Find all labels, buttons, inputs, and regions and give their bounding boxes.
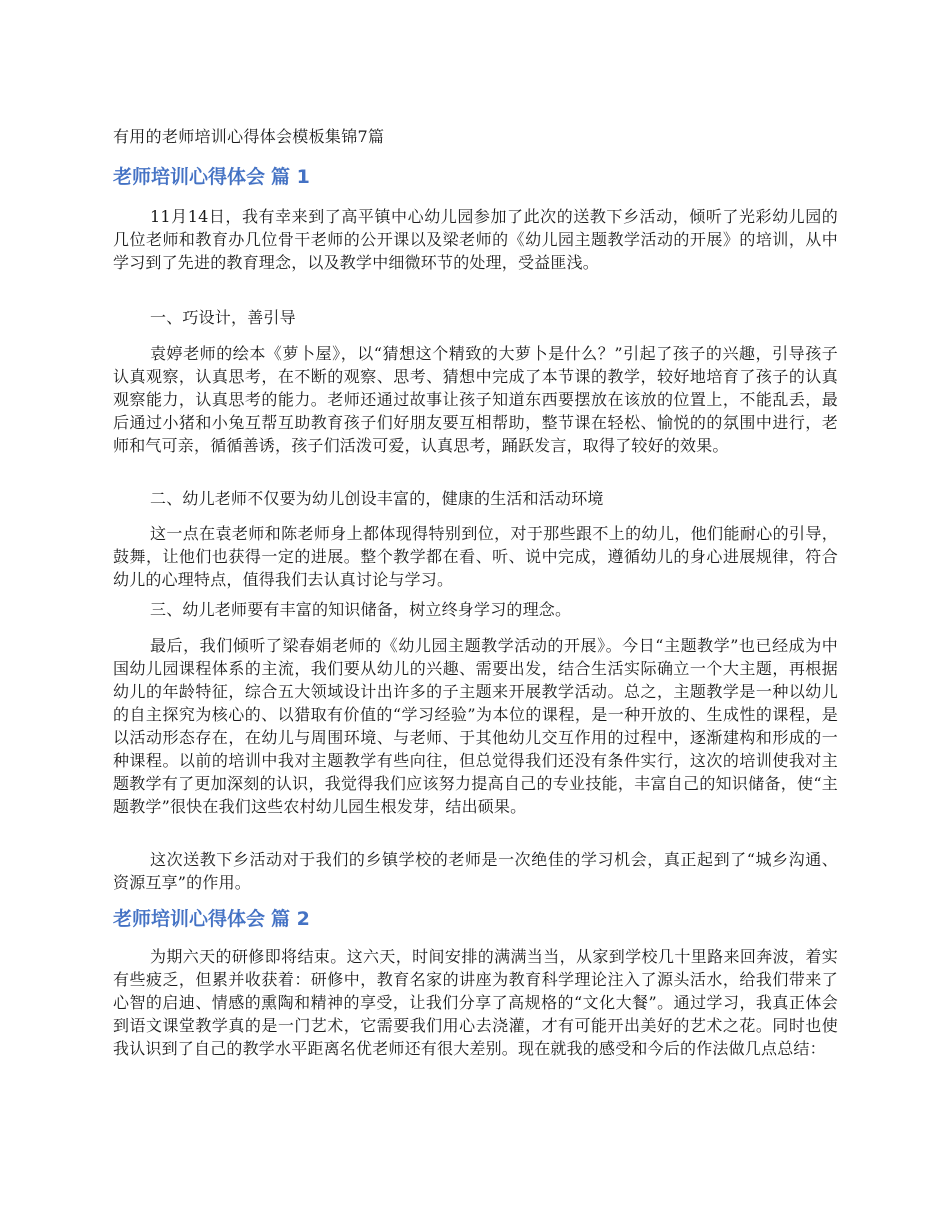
paragraph: 这次送教下乡活动对于我们的乡镇学校的老师是一次绝佳的学习机会，真正起到了“城乡沟通、资源互享”的作用。 (113, 850, 838, 892)
paragraph-subheading: 二、幼儿老师不仅要为幼儿创设丰富的，健康的生活和活动环境 (150, 489, 604, 508)
section-heading-text: 老师培训心得体会 (113, 908, 266, 930)
document-title: 有用的老师培训心得体会模板集锦7篇 (113, 127, 385, 146)
section-heading-2 (113, 906, 310, 932)
paragraph: 袁婷老师的绘本《萝卜屋》，以“猜想这个精致的大萝卜是什么？”引起了孩子的兴趣，引导孩子认真观察，认真思考，在不断的观察、思考、猜想中完成了本节课的教学，较好地培育了孩子的认真观察能力，认真思考的能力。老师还通过故事让孩子知道东西要摆放在该放的位置上，不能乱丢，最后通过小猪和小兔互帮互助教育孩子们好朋友要互相帮助，整节课在轻松、愉悦的的氛围中进行，老师和气可亲，循循善诱，孩子们活泼可爱，认真思考，踊跃发言，取得了较好的效果。 (113, 344, 838, 455)
paragraph: 这一点在袁老师和陈老师身上都体现得特别到位，对于那些跟不上的幼儿，他们能耐心的引导，鼓舞，让他们也获得一定的进展。整个教学都在看、听、说中完成，遵循幼儿的身心进展规律，符合幼儿的心理特点，值得我们去认真讨论与学习。 (113, 524, 838, 589)
paragraph-subheading: 三、幼儿老师要有丰富的知识储备，树立终身学习的理念。 (150, 600, 572, 619)
section-heading-1 (113, 164, 310, 190)
paragraph: 最后，我们倾听了梁春娟老师的《幼儿园主题教学活动的开展》。今日“主题教学”也已经成为中国幼儿园课程体系的主流，我们要从幼儿的兴趣、需要出发，结合生活实际确立一个大主题，再根据幼儿的年龄特征，综合五大领域设计出许多的子主题来开展教学活动。总之，主题教学是一种以幼儿的自主探究为核心的、以猎取有价值的“学习经验”为本位的课程，是一种开放的、生成性的课程，是以活动形态存在，在幼儿与周围环境、与老师、于其他幼儿交互作用的过程中，逐渐建构和形成的一种课程。以前的培训中我对主题教学有些向往，但总觉得我们还没有条件实行，这次的培训使我对主题教学有了更加深刻的认识，我觉得我们应该努力提高自己的专业技能，丰富自己的知识储备，使“主题教学”很快在我们这些农村幼儿园生根发芽，结出硕果。 (113, 636, 838, 816)
paragraph: 为期六天的研修即将结束。这六天，时间安排的满满当当，从家到学校几十里路来回奔波，着实有些疲乏，但累并收获着：研修中，教育名家的讲座为教育科学理论注入了源头活水，给我们带来了心智的启迪、情感的熏陶和精神的享受，让我们分享了高规格的“文化大餐”。通过学习，我真正体会到语文课堂教学真的是一门艺术，它需要我们用心去浇灌，才有可能开出美好的艺术之花。同时也使我认识到了自己的教学水平距离名优老师还有很大差别。现在就我的感受和今后的作法做几点总结： (113, 947, 838, 1058)
paragraph: 11月14日，我有幸来到了高平镇中心幼儿园参加了此次的送教下乡活动，倾听了光彩幼儿园的几位老师和教育办几位骨干老师的公开课以及梁老师的《幼儿园主题教学活动的开展》的培训，从中学习到了先进的教育理念，以及教学中细微环节的处理，受益匪浅。 (113, 207, 838, 272)
section-number: 篇 2 (271, 908, 310, 930)
section-heading-text: 老师培训心得体会 (113, 166, 266, 188)
paragraph-subheading: 一、巧设计，善引导 (150, 308, 296, 327)
section-number: 篇 1 (271, 166, 310, 188)
